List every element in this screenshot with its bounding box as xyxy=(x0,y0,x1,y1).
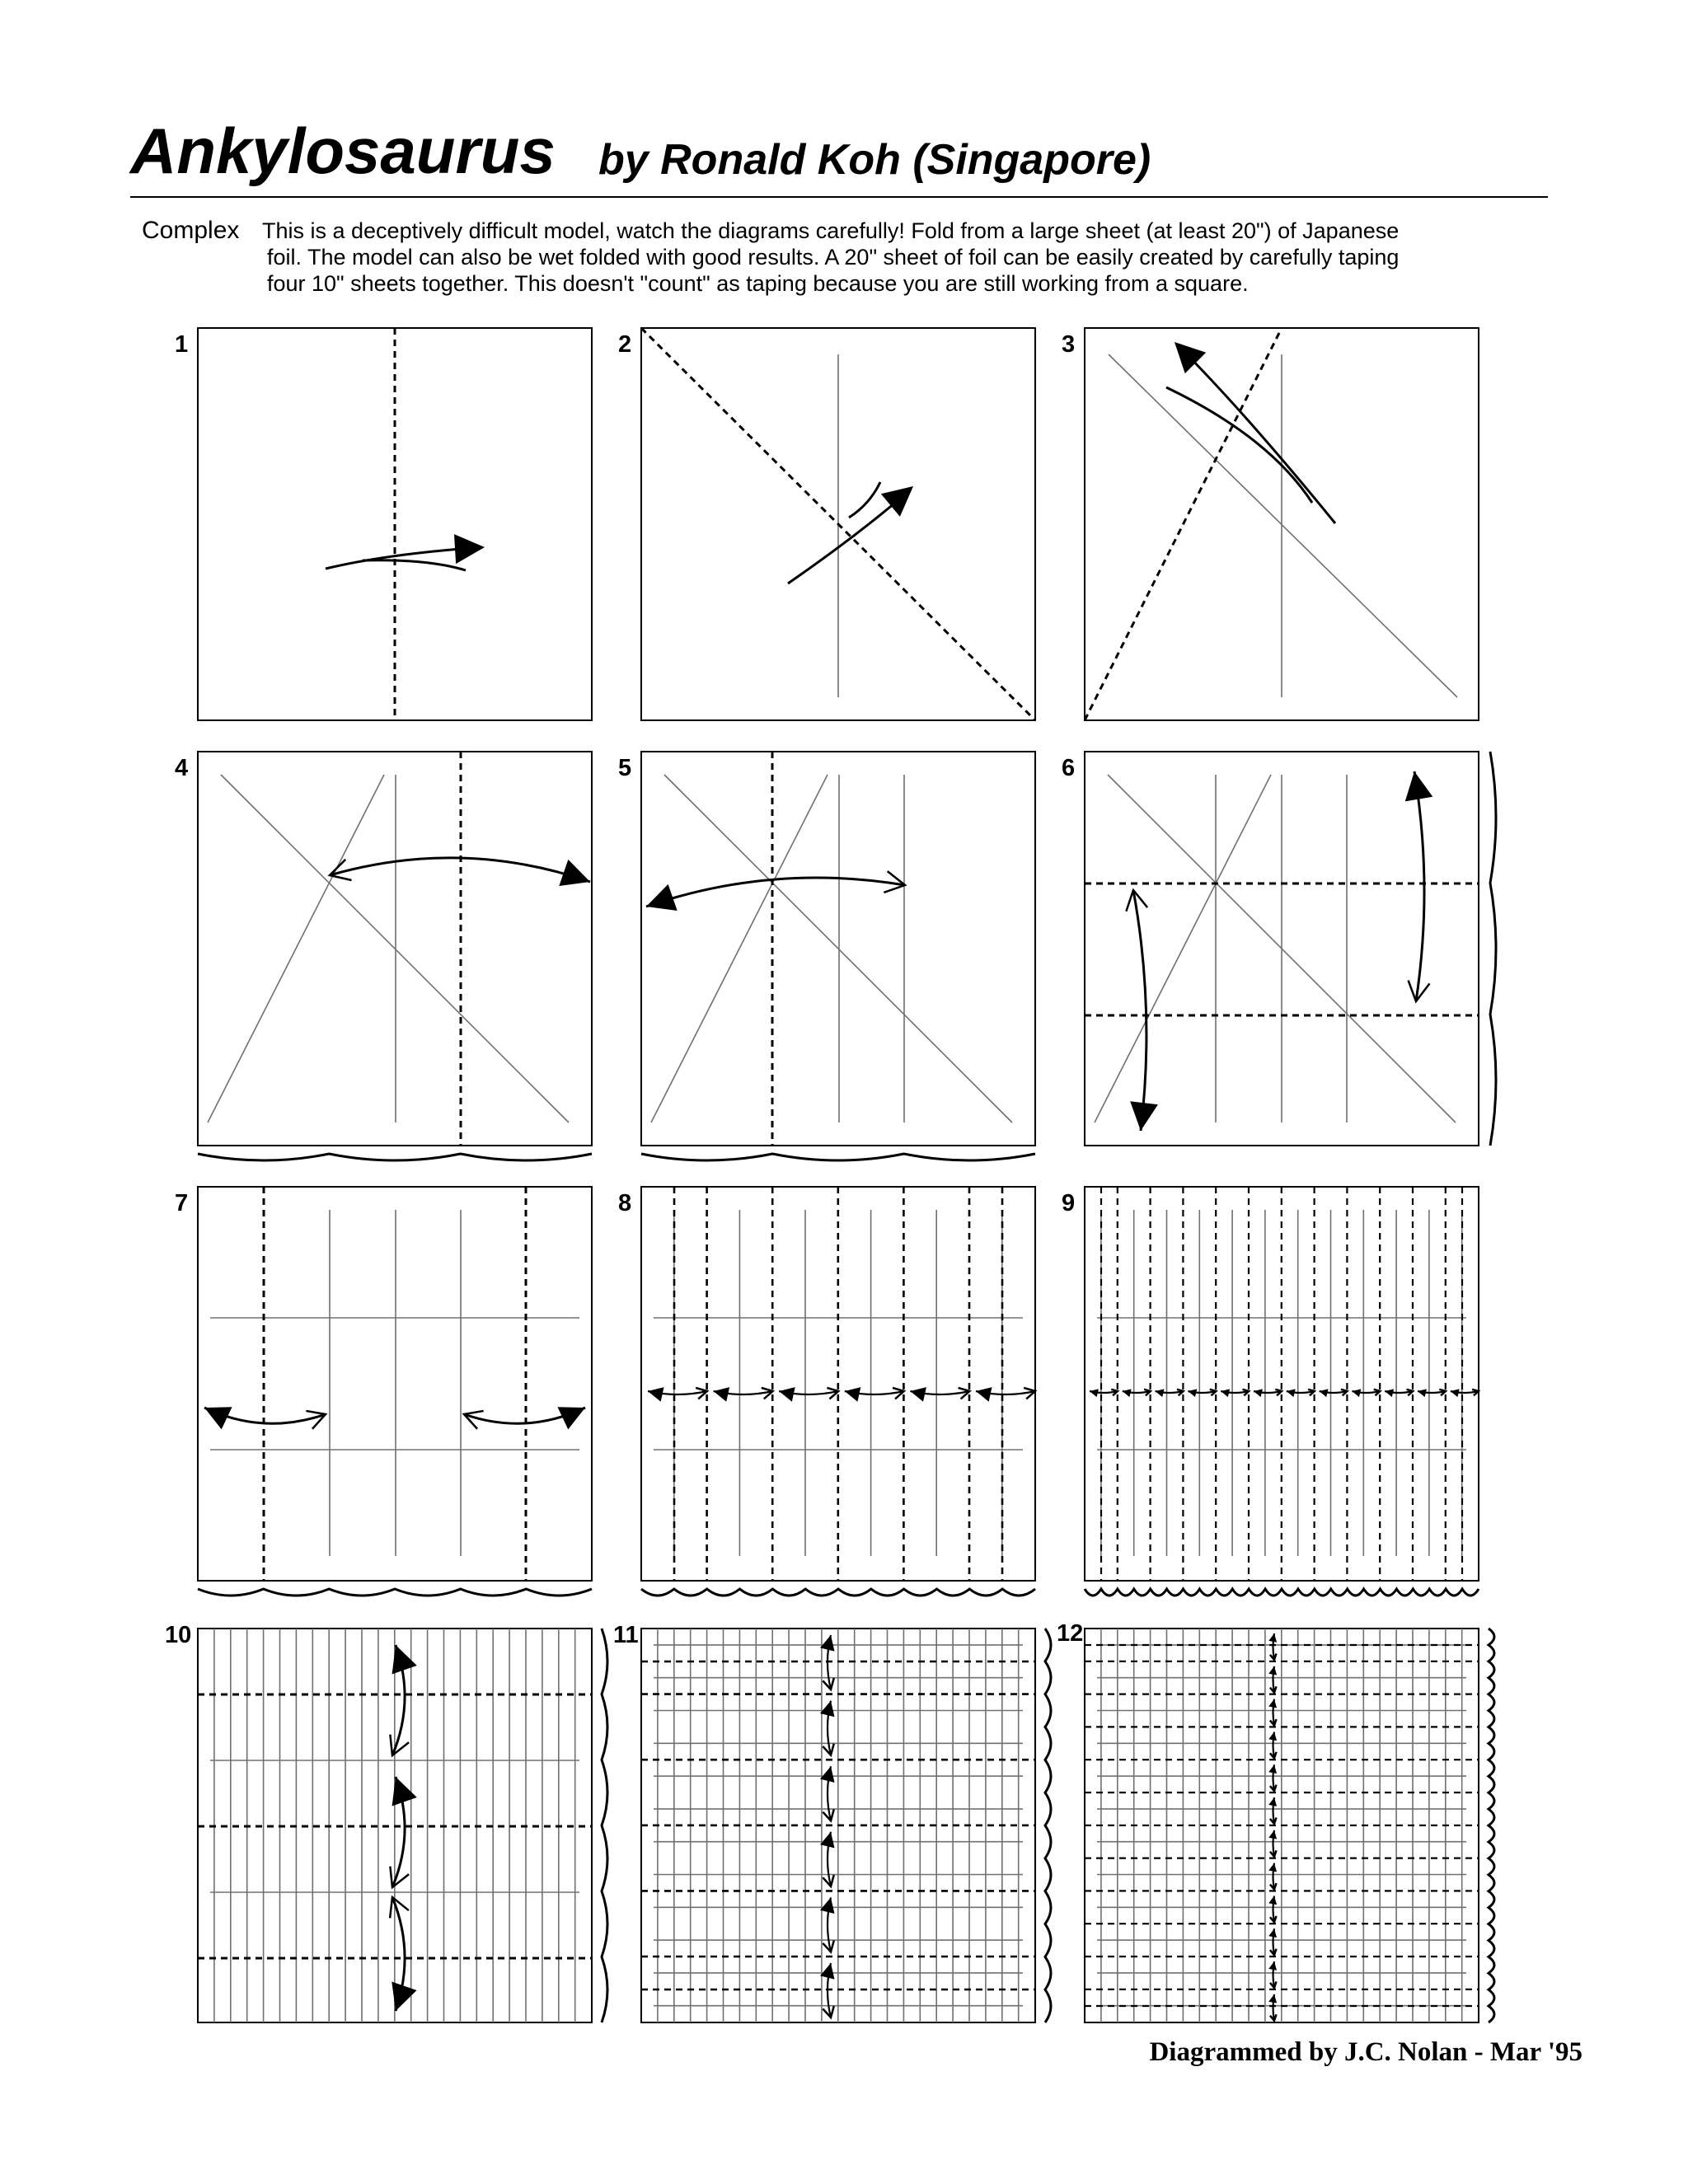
layer-edge-mark xyxy=(641,1154,1035,1160)
page-title: Ankylosaurus xyxy=(130,115,556,187)
step-number: 4 xyxy=(175,755,189,781)
step-11-diagram xyxy=(641,1629,1051,2022)
step-number: 12 xyxy=(1057,1620,1084,1647)
layer-edge-mark xyxy=(1045,1629,1051,2022)
step-4-diagram xyxy=(198,752,592,1160)
step-8-diagram xyxy=(641,1187,1035,1596)
step-6-diagram xyxy=(1085,752,1496,1146)
step-number: 6 xyxy=(1062,755,1076,781)
step-12-diagram xyxy=(1085,1629,1494,2022)
step-number: 8 xyxy=(618,1190,632,1216)
step-number: 5 xyxy=(618,755,632,781)
step-number: 11 xyxy=(613,1622,639,1648)
step-number: 2 xyxy=(618,331,632,358)
step-2-diagram xyxy=(641,328,1035,720)
diagram-credit: Diagrammed by J.C. Nolan - Mar '95 xyxy=(1149,2037,1582,2067)
layer-edge-mark xyxy=(641,1589,1035,1596)
step-number: 3 xyxy=(1062,331,1076,358)
designer-credit: by Ronald Koh (Singapore) xyxy=(598,136,1151,184)
difficulty-level: Complex xyxy=(142,217,240,244)
step-1-diagram xyxy=(198,328,592,720)
step-number: 10 xyxy=(165,1622,192,1648)
layer-edge-mark xyxy=(1085,1589,1479,1596)
step-number: 7 xyxy=(175,1190,189,1216)
intro-line: This is a deceptively difficult model, watch the diagrams carefully! Fold from a large sheet (at least 20") of Japanese xyxy=(262,218,1400,243)
paper-square xyxy=(198,1187,592,1581)
step-number: 9 xyxy=(1062,1190,1076,1216)
layer-edge-mark xyxy=(1490,752,1496,1146)
intro-line: foil. The model can also be wet folded with good results. A 20" sheet of foil can be easily created by carefully taping xyxy=(267,245,1400,269)
layer-edge-mark xyxy=(1489,1629,1494,2022)
step-number: 1 xyxy=(175,331,189,358)
layer-edge-mark xyxy=(602,1629,607,2022)
step-10-diagram xyxy=(198,1629,607,2022)
step-3-diagram xyxy=(1085,328,1479,720)
intro-line: four 10" sheets together. This doesn't "count" as taping because you are still working from a square. xyxy=(267,271,1249,296)
step-7-diagram xyxy=(198,1187,592,1596)
step-9-diagram xyxy=(1085,1187,1479,1596)
step-5-diagram xyxy=(641,752,1035,1160)
layer-edge-mark xyxy=(198,1154,592,1160)
layer-edge-mark xyxy=(198,1589,592,1596)
